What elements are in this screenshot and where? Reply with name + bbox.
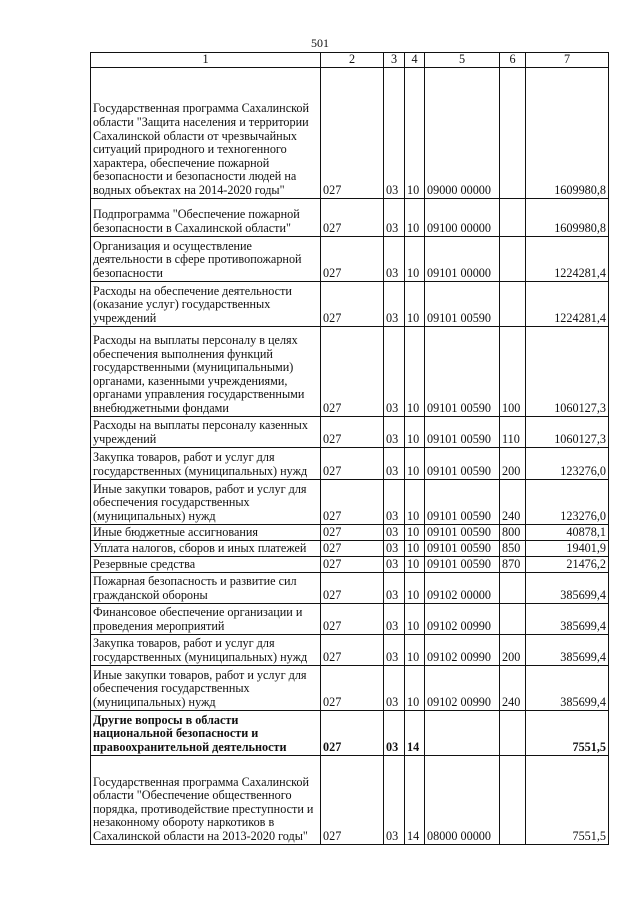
table-header-row — [91, 53, 609, 68]
row-code-2: 027 — [321, 236, 384, 281]
row-code-2: 027 — [321, 326, 384, 416]
row-code-2: 027 — [321, 634, 384, 665]
table-row — [91, 755, 609, 844]
row-code-2: 027 — [321, 556, 384, 572]
row-code-4: 10 — [405, 416, 425, 447]
row-code-6: 240 — [500, 665, 526, 710]
row-code-6 — [500, 572, 526, 603]
row-amount: 385699,4 — [526, 572, 609, 603]
row-code-5: 09101 00590 — [425, 556, 500, 572]
row-code-4: 10 — [405, 540, 425, 556]
row-code-3: 03 — [384, 524, 405, 540]
row-amount: 1060127,3 — [526, 326, 609, 416]
row-code-2: 027 — [321, 603, 384, 634]
row-amount: 1609980,8 — [526, 198, 609, 236]
row-code-6 — [500, 198, 526, 236]
row-code-5: 09102 00990 — [425, 665, 500, 710]
row-name: Организация и осуществление деятельности в сфере противопожарной безопасности — [91, 236, 321, 281]
row-amount: 123276,0 — [526, 447, 609, 479]
table-row — [91, 524, 609, 540]
row-code-2: 027 — [321, 572, 384, 603]
row-code-4: 10 — [405, 634, 425, 665]
table-row — [91, 416, 609, 447]
row-code-5: 09101 00590 — [425, 447, 500, 479]
row-name: Уплата налогов, сборов и иных платежей — [91, 540, 321, 556]
row-code-2: 027 — [321, 447, 384, 479]
row-code-2: 027 — [321, 755, 384, 844]
row-code-3: 03 — [384, 603, 405, 634]
row-code-5: 09101 00000 — [425, 236, 500, 281]
budget-table-body — [91, 53, 609, 845]
row-code-3: 03 — [384, 67, 405, 198]
column-header: 5 — [425, 53, 500, 68]
row-code-4: 10 — [405, 326, 425, 416]
row-code-4: 10 — [405, 603, 425, 634]
row-code-6 — [500, 236, 526, 281]
row-code-3: 03 — [384, 755, 405, 844]
row-name: Иные закупки товаров, работ и услуг для обеспечения государственных (муниципальных) нужд — [91, 665, 321, 710]
row-code-4: 10 — [405, 572, 425, 603]
row-name: Расходы на выплаты персоналу в целях обеспечения выполнения функций государственными (муниципальными) органами, казенными учреждениями, органами управления государственными внебюджетными фондами — [91, 326, 321, 416]
row-code-5: 09000 00000 — [425, 67, 500, 198]
row-code-3: 03 — [384, 710, 405, 755]
column-header: 7 — [526, 53, 609, 68]
row-code-5 — [425, 710, 500, 755]
table-row — [91, 479, 609, 524]
row-code-6: 850 — [500, 540, 526, 556]
row-amount: 40878,1 — [526, 524, 609, 540]
table-row — [91, 556, 609, 572]
row-code-4: 10 — [405, 665, 425, 710]
row-name: Подпрограмма "Обеспечение пожарной безопасности в Сахалинской области" — [91, 198, 321, 236]
row-code-2: 027 — [321, 67, 384, 198]
row-amount: 385699,4 — [526, 665, 609, 710]
row-amount: 7551,5 — [526, 755, 609, 844]
table-row — [91, 198, 609, 236]
row-code-6: 240 — [500, 479, 526, 524]
row-code-6 — [500, 710, 526, 755]
column-header: 4 — [405, 53, 425, 68]
row-code-4: 10 — [405, 556, 425, 572]
row-name: Иные бюджетные ассигнования — [91, 524, 321, 540]
table-row — [91, 236, 609, 281]
row-code-4: 10 — [405, 479, 425, 524]
table-row — [91, 603, 609, 634]
row-amount: 19401,9 — [526, 540, 609, 556]
row-code-2: 027 — [321, 665, 384, 710]
row-code-2: 027 — [321, 416, 384, 447]
table-row — [91, 540, 609, 556]
table-row — [91, 326, 609, 416]
column-header: 2 — [321, 53, 384, 68]
table-row — [91, 572, 609, 603]
row-code-5: 09101 00590 — [425, 524, 500, 540]
row-name: Расходы на обеспечение деятельности (оказание услуг) государственных учреждений — [91, 281, 321, 326]
row-code-6: 200 — [500, 634, 526, 665]
row-amount: 1609980,8 — [526, 67, 609, 198]
row-amount: 1224281,4 — [526, 281, 609, 326]
table-row — [91, 665, 609, 710]
row-code-5: 09101 00590 — [425, 416, 500, 447]
row-code-3: 03 — [384, 326, 405, 416]
row-code-6: 200 — [500, 447, 526, 479]
table-row — [91, 710, 609, 755]
row-code-2: 027 — [321, 540, 384, 556]
row-name: Закупка товаров, работ и услуг для государственных (муниципальных) нужд — [91, 447, 321, 479]
row-code-3: 03 — [384, 665, 405, 710]
row-name: Государственная программа Сахалинской области "Защита населения и территории Сахалинской области от чрезвычайных ситуаций природного и техногенного характера, обеспечение пожарной безопасности и безопасности людей на водных объектах на 2014-2020 годы" — [91, 67, 321, 198]
row-name: Государственная программа Сахалинской области "Обеспечение общественного порядка, противодействие преступности и незаконному обороту наркотиков в Сахалинской области на 2013-2020 годы" — [91, 755, 321, 844]
row-code-6 — [500, 281, 526, 326]
row-code-3: 03 — [384, 572, 405, 603]
row-code-5: 09101 00590 — [425, 479, 500, 524]
row-code-6: 800 — [500, 524, 526, 540]
row-amount: 123276,0 — [526, 479, 609, 524]
row-code-4: 10 — [405, 524, 425, 540]
row-code-2: 027 — [321, 524, 384, 540]
row-name: Иные закупки товаров, работ и услуг для обеспечения государственных (муниципальных) нужд — [91, 479, 321, 524]
row-name: Резервные средства — [91, 556, 321, 572]
row-code-6 — [500, 755, 526, 844]
row-amount: 385699,4 — [526, 603, 609, 634]
column-header: 3 — [384, 53, 405, 68]
row-code-3: 03 — [384, 281, 405, 326]
row-name: Расходы на выплаты персоналу казенных учреждений — [91, 416, 321, 447]
row-code-6: 110 — [500, 416, 526, 447]
row-code-5: 09102 00990 — [425, 603, 500, 634]
budget-table — [90, 52, 609, 845]
row-code-5: 08000 00000 — [425, 755, 500, 844]
row-code-3: 03 — [384, 447, 405, 479]
row-code-2: 027 — [321, 281, 384, 326]
row-code-2: 027 — [321, 198, 384, 236]
table-row — [91, 447, 609, 479]
row-code-4: 14 — [405, 755, 425, 844]
row-amount: 1224281,4 — [526, 236, 609, 281]
row-name: Пожарная безопасность и развитие сил гражданской обороны — [91, 572, 321, 603]
row-code-6: 100 — [500, 326, 526, 416]
table-row — [91, 281, 609, 326]
row-code-4: 10 — [405, 281, 425, 326]
row-code-5: 09100 00000 — [425, 198, 500, 236]
row-amount: 7551,5 — [526, 710, 609, 755]
row-code-4: 10 — [405, 447, 425, 479]
row-code-4: 10 — [405, 198, 425, 236]
row-code-4: 14 — [405, 710, 425, 755]
row-code-6 — [500, 67, 526, 198]
column-header: 6 — [500, 53, 526, 68]
row-amount: 21476,2 — [526, 556, 609, 572]
row-code-3: 03 — [384, 198, 405, 236]
row-code-3: 03 — [384, 556, 405, 572]
row-code-3: 03 — [384, 479, 405, 524]
row-code-4: 10 — [405, 236, 425, 281]
table-row — [91, 67, 609, 198]
row-code-5: 09102 00990 — [425, 634, 500, 665]
row-name: Финансовое обеспечение организации и проведения мероприятий — [91, 603, 321, 634]
row-code-3: 03 — [384, 540, 405, 556]
row-amount: 385699,4 — [526, 634, 609, 665]
row-name: Другие вопросы в области национальной безопасности и правоохранительной деятельности — [91, 710, 321, 755]
row-code-4: 10 — [405, 67, 425, 198]
column-header: 1 — [91, 53, 321, 68]
row-code-5: 09102 00000 — [425, 572, 500, 603]
row-code-5: 09101 00590 — [425, 540, 500, 556]
page-number: 501 — [311, 36, 329, 50]
row-name: Закупка товаров, работ и услуг для государственных (муниципальных) нужд — [91, 634, 321, 665]
row-code-2: 027 — [321, 479, 384, 524]
row-code-3: 03 — [384, 416, 405, 447]
table-row — [91, 634, 609, 665]
row-code-2: 027 — [321, 710, 384, 755]
row-code-3: 03 — [384, 236, 405, 281]
row-code-6 — [500, 603, 526, 634]
row-code-6: 870 — [500, 556, 526, 572]
row-code-3: 03 — [384, 634, 405, 665]
row-code-5: 09101 00590 — [425, 281, 500, 326]
row-code-5: 09101 00590 — [425, 326, 500, 416]
row-amount: 1060127,3 — [526, 416, 609, 447]
